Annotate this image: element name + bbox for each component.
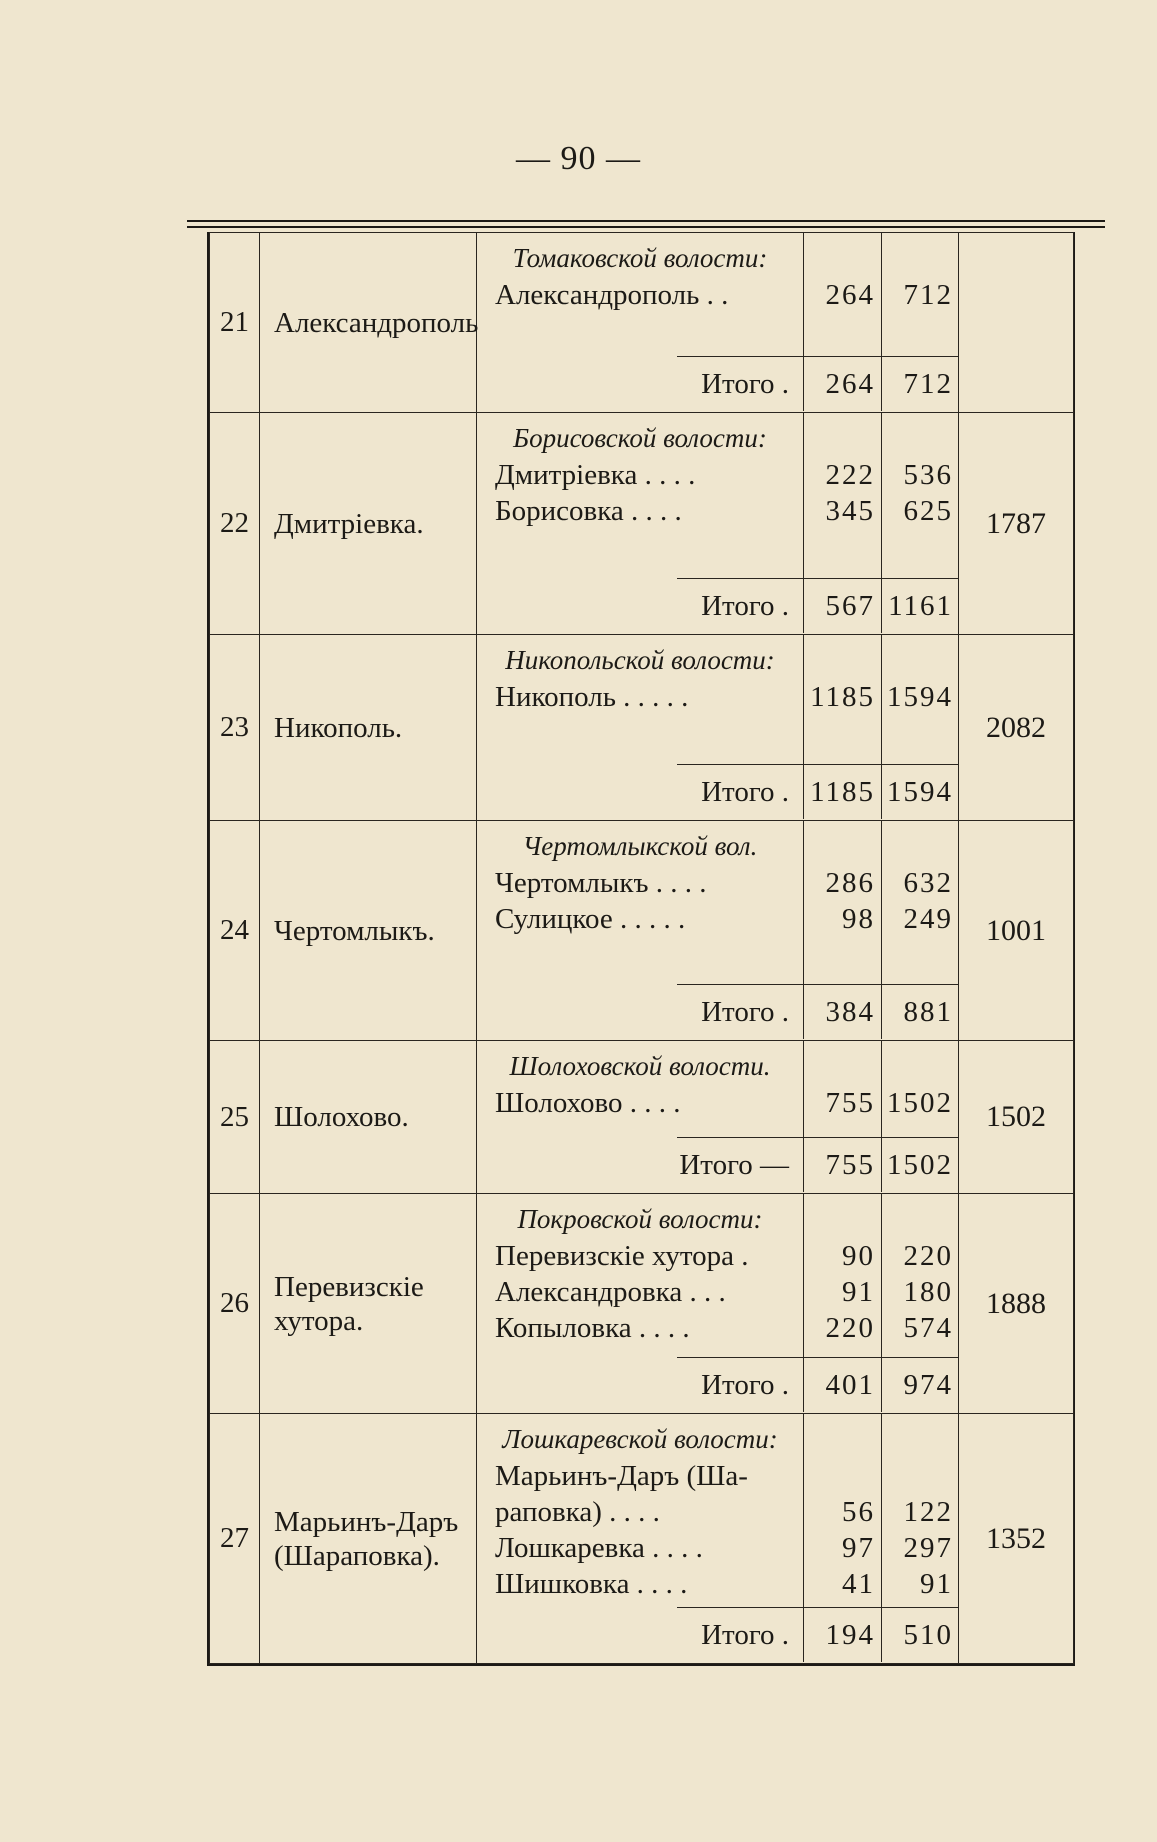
table-row bbox=[210, 821, 1074, 1041]
value-col-1: 1185 bbox=[803, 679, 881, 715]
itogo-value-1: 194 bbox=[803, 1607, 881, 1662]
volost-heading: Шолоховской волости. bbox=[509, 1051, 771, 1081]
value-col-2: 249 bbox=[881, 901, 959, 937]
table-row bbox=[210, 1194, 1074, 1414]
volost-heading: Томаковской волости: bbox=[512, 243, 768, 273]
table-row bbox=[210, 1414, 1074, 1664]
volost-breakdown bbox=[477, 1194, 959, 1414]
place-name: Шишковка . . . . bbox=[495, 1568, 688, 1600]
itogo-label: Итого . bbox=[677, 1357, 803, 1412]
value-col-1: 90 bbox=[803, 1238, 881, 1274]
value-col-2: 712 bbox=[881, 277, 959, 313]
value-col-1: 755 bbox=[803, 1085, 881, 1121]
value-col-1: 345 bbox=[803, 493, 881, 529]
group-total: 1352 bbox=[959, 1414, 1074, 1664]
row-number: 27 bbox=[210, 1414, 260, 1664]
value-col-1: 222 bbox=[803, 457, 881, 493]
place-name: Никополь . . . . . bbox=[495, 681, 689, 713]
settlement-name: Александрополь bbox=[260, 233, 477, 413]
place-name: Чертомлыкъ . . . . bbox=[495, 867, 707, 899]
itogo-value-2: 1502 bbox=[881, 1137, 959, 1192]
value-col-2: 1594 bbox=[881, 679, 959, 715]
group-total: 2082 bbox=[959, 635, 1074, 821]
value-col-1: 220 bbox=[803, 1310, 881, 1346]
value-col-1: 98 bbox=[803, 901, 881, 937]
place-name: Лошкаревка . . . . bbox=[495, 1532, 703, 1564]
value-col-1: 91 bbox=[803, 1274, 881, 1310]
itogo-value-1: 401 bbox=[803, 1357, 881, 1412]
group-total bbox=[959, 233, 1074, 413]
itogo-value-1: 567 bbox=[803, 578, 881, 633]
row-number: 26 bbox=[210, 1194, 260, 1414]
volost-heading: Покровской волости: bbox=[517, 1204, 763, 1234]
volost-heading: Чертомлыкской вол. bbox=[522, 831, 758, 861]
group-total: 1001 bbox=[959, 821, 1074, 1041]
value-col-2: 297 bbox=[881, 1530, 959, 1566]
itogo-value-2: 1161 bbox=[881, 578, 959, 633]
value-col-2: 632 bbox=[881, 865, 959, 901]
settlement-name: Дмитріевка. bbox=[260, 413, 477, 635]
value-col-1: 41 bbox=[803, 1566, 881, 1602]
group-total: 1787 bbox=[959, 413, 1074, 635]
value-col-2: 180 bbox=[881, 1274, 959, 1310]
volost-breakdown bbox=[477, 821, 959, 1041]
place-name: Перевизскіе хутора . bbox=[495, 1240, 749, 1272]
settlement-name: Никополь. bbox=[260, 635, 477, 821]
itogo-label: Итого . bbox=[677, 984, 803, 1039]
itogo-value-2: 712 bbox=[881, 356, 959, 411]
place-name: Дмитріевка . . . . bbox=[495, 459, 696, 491]
place-name: раповка) . . . . bbox=[495, 1496, 660, 1528]
itogo-label: Итого — bbox=[677, 1137, 803, 1192]
row-number: 23 bbox=[210, 635, 260, 821]
place-name: Александровка . . . bbox=[495, 1276, 726, 1308]
value-col-2: 91 bbox=[881, 1566, 959, 1602]
place-name: Борисовка . . . . bbox=[495, 495, 682, 527]
itogo-label: Итого . bbox=[677, 1607, 803, 1662]
place-name: Шолохово . . . . bbox=[495, 1087, 681, 1119]
settlement-name: Чертомлыкъ. bbox=[260, 821, 477, 1041]
volost-heading: Никопольской волости: bbox=[505, 645, 775, 675]
itogo-value-1: 1185 bbox=[803, 764, 881, 819]
value-col-1: 97 bbox=[803, 1530, 881, 1566]
settlement-name: Марьинъ-Даръ (Шараповка). bbox=[260, 1414, 477, 1664]
volost-heading: Лошкаревской волости: bbox=[502, 1424, 778, 1454]
value-col-2 bbox=[881, 1458, 959, 1494]
page-number: — 90 — bbox=[516, 140, 641, 177]
table-row bbox=[210, 413, 1074, 635]
place-name: Копыловка . . . . bbox=[495, 1312, 690, 1344]
row-number: 21 bbox=[210, 233, 260, 413]
top-rule bbox=[187, 220, 1105, 222]
value-col-2: 536 bbox=[881, 457, 959, 493]
value-col-2: 625 bbox=[881, 493, 959, 529]
itogo-value-2: 974 bbox=[881, 1357, 959, 1412]
table-row bbox=[210, 1041, 1074, 1194]
itogo-value-2: 881 bbox=[881, 984, 959, 1039]
value-col-1: 286 bbox=[803, 865, 881, 901]
row-number: 25 bbox=[210, 1041, 260, 1194]
volost-breakdown bbox=[477, 413, 959, 635]
place-name: Сулицкое . . . . . bbox=[495, 903, 686, 935]
top-rule-second bbox=[187, 226, 1105, 228]
volost-breakdown bbox=[477, 233, 959, 413]
value-col-1: 264 bbox=[803, 277, 881, 313]
row-number: 24 bbox=[210, 821, 260, 1041]
value-col-1 bbox=[803, 1458, 881, 1494]
table-row bbox=[210, 635, 1074, 821]
settlement-name: Шолохово. bbox=[260, 1041, 477, 1194]
itogo-label: Итого . bbox=[677, 356, 803, 411]
value-col-1: 56 bbox=[803, 1494, 881, 1530]
volost-breakdown bbox=[477, 635, 959, 821]
volost-heading: Борисовской волости: bbox=[513, 423, 767, 453]
statistics-table-body bbox=[209, 232, 1074, 1664]
itogo-value-2: 1594 bbox=[881, 764, 959, 819]
value-col-2: 1502 bbox=[881, 1085, 959, 1121]
settlement-name: Перевизскіе хутора. bbox=[260, 1194, 477, 1414]
itogo-label: Итого . bbox=[677, 764, 803, 819]
itogo-value-2: 510 bbox=[881, 1607, 959, 1662]
itogo-value-1: 264 bbox=[803, 356, 881, 411]
place-name: Марьинъ-Даръ (Ша- bbox=[495, 1460, 748, 1492]
itogo-value-1: 384 bbox=[803, 984, 881, 1039]
itogo-value-1: 755 bbox=[803, 1137, 881, 1192]
group-total: 1502 bbox=[959, 1041, 1074, 1194]
row-number: 22 bbox=[210, 413, 260, 635]
value-col-2: 574 bbox=[881, 1310, 959, 1346]
value-col-2: 220 bbox=[881, 1238, 959, 1274]
volost-breakdown bbox=[477, 1041, 959, 1194]
table-row bbox=[210, 233, 1074, 413]
value-col-2: 122 bbox=[881, 1494, 959, 1530]
volost-breakdown bbox=[477, 1414, 959, 1664]
itogo-label: Итого . bbox=[677, 578, 803, 633]
place-name: Александрополь . . bbox=[495, 279, 729, 311]
statistics-table bbox=[207, 232, 1075, 1666]
group-total: 1888 bbox=[959, 1194, 1074, 1414]
